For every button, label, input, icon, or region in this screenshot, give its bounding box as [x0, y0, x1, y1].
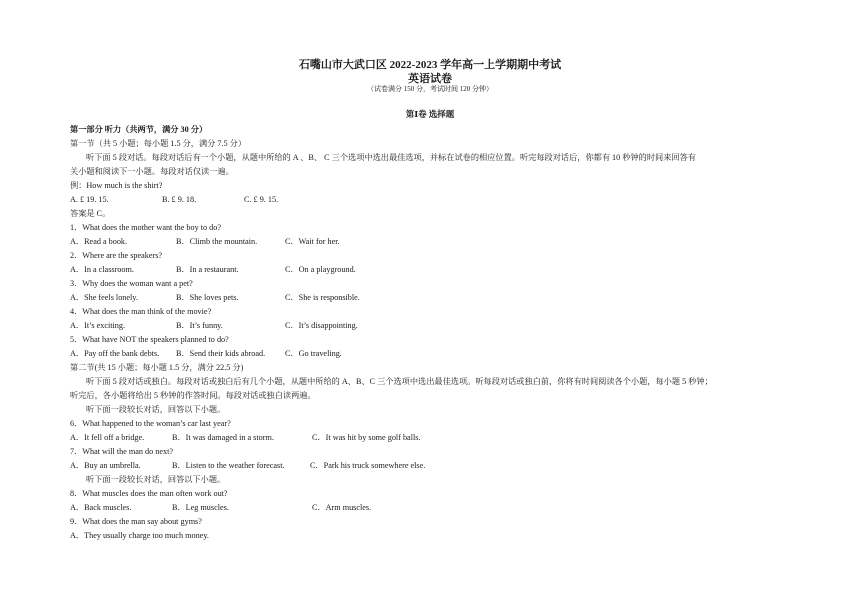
option: C．Wait for her. — [285, 237, 340, 246]
question: 5．What have NOT the speakers planned to do? — [70, 335, 229, 344]
options-row — [70, 460, 425, 471]
option: B．It’s funny. — [176, 321, 223, 330]
option: C．Go traveling. — [285, 349, 342, 358]
option: C．Arm muscles. — [312, 503, 372, 512]
option: C．She is responsible. — [285, 293, 360, 302]
option: B．Leg muscles. — [172, 503, 229, 512]
option: B．In a restaurant. — [176, 265, 239, 274]
answer-line: 答案是 C。 — [70, 209, 111, 218]
option: A．It fell off a bridge. — [70, 433, 145, 442]
option: A．It’s exciting. — [70, 321, 126, 330]
part-heading: 第一部分 听力（共两节，满分 30 分） — [70, 125, 208, 134]
instructions: 听下面 5 段对话或独白。每段对话或独白后有几个小题，从题中所给的 A、B、C 三个选项中选出最佳选项。听每段对话或独白前，你将有时间阅读各个小题，每小题 5 秒钟； — [86, 377, 713, 386]
section-heading: 第一节（共 5 小题；每小题 1.5 分，满分 7.5 分） — [70, 139, 247, 148]
option: C．It’s disappointing. — [285, 321, 358, 330]
options-row — [70, 348, 342, 359]
question: 3．Why does the woman want a pet? — [70, 279, 193, 288]
option: A．Buy an umbrella. — [70, 461, 141, 470]
option: B．Climb the mountain. — [176, 237, 258, 246]
instructions: 听下面一段较长对话，回答以下小题。 — [86, 405, 226, 414]
question: 6．What happened to the woman’s car last year? — [70, 419, 231, 428]
question: 2．Where are the speakers? — [70, 251, 163, 260]
options-row — [70, 264, 356, 275]
option: A．She feels lonely. — [70, 293, 138, 302]
option: A．Read a book. — [70, 237, 128, 246]
question: 1．What does the mother want the boy to do? — [70, 223, 221, 232]
section-heading: 第二节(共 15 小题；每小题 1.5 分，满分 22.5 分) — [70, 363, 244, 372]
option: B．It was damaged in a storm. — [172, 433, 274, 442]
options-row — [70, 320, 358, 331]
option: C. £ 9. 15. — [244, 195, 279, 204]
example-options — [70, 194, 278, 205]
option: B．Listen to the weather forecast. — [172, 461, 285, 470]
option: C．It was hit by some golf balls. — [312, 433, 421, 442]
option: C．On a playground. — [285, 265, 356, 274]
options-row — [70, 236, 340, 247]
option: A．Back muscles. — [70, 503, 132, 512]
question: 4．What does the man think of the movie? — [70, 307, 212, 316]
exam-note: （试卷满分 150 分，考试时间 120 分钟） — [367, 85, 493, 93]
example-question: 例：How much is the shirt? — [70, 181, 163, 190]
instructions: 听下面一段较长对话，回答以下小题。 — [86, 475, 226, 484]
option: A．They usually charge too much money. — [70, 531, 209, 540]
question: 7．What will the man do next? — [70, 447, 173, 456]
option: A．Pay off the bank debts. — [70, 349, 160, 358]
option: A．In a classroom. — [70, 265, 134, 274]
instructions: 听完后，各小题将给出 5 秒钟的作答时间。每段对话或独白读两遍。 — [70, 391, 316, 400]
option: B. £ 9. 18. — [162, 195, 197, 204]
instructions: 关小题和阅读下一小题。每段对话仅读一遍。 — [70, 167, 234, 176]
option: A. £ 19. 15. — [70, 195, 109, 204]
options-row — [70, 502, 371, 513]
instructions: 听下面 5 段对话。每段对话后有一个小题，从题中所给的 A 、B、 C 三个选项中选出最佳选项，并标在试卷的相应位置。听完每段对话后，你都有 10 秒钟的时间来回答有 — [86, 153, 696, 162]
option: B．She loves pets. — [176, 293, 239, 302]
option: B．Send their kids abroad. — [176, 349, 266, 358]
volume-heading: 第Ⅰ卷 选择题 — [405, 109, 455, 119]
question: 9．What does the man say about gyms? — [70, 517, 202, 526]
question: 8．What muscles does the man often work out? — [70, 489, 228, 498]
exam-subtitle: 英语试卷 — [408, 73, 452, 85]
options-row — [70, 292, 360, 303]
exam-title: 石嘴山市大武口区 2022-2023 学年高一上学期期中考试 — [298, 59, 562, 71]
options-row — [70, 432, 420, 443]
option: C．Park his truck somewhere else. — [310, 461, 426, 470]
